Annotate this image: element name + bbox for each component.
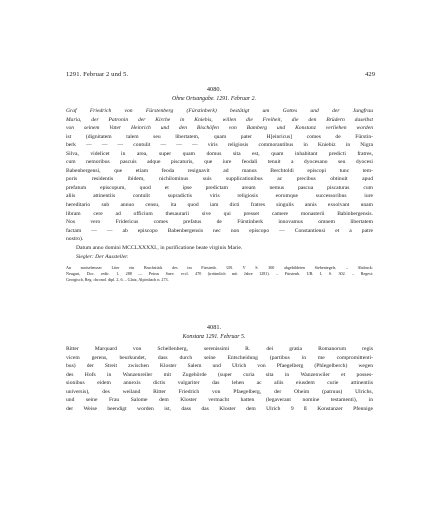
sealer-line: Siegler: Der Aussteller. [76,254,129,260]
body-line: factam — — ab episcopo Babenbergensis nec non episcopo — Constantiensi et a patre [66,227,373,234]
body-line: Graf Friedrich von Fürstenberg (Fürstinberk) bestätigt um Gottes und der Jungfrau [66,108,373,114]
body-line: von seinem Vater Heinrich und den Bischöfen von Bamberg und Konstanz verliehen worden [66,125,373,132]
body-line: prefatum episcopum, quod et ipse predictam aream nemus pascua piscaturas cum [66,184,373,191]
running-head: 1291. Februar 2 und 5. [66,71,129,78]
body-line: ist (dignitatem talem seu libertatem, quam pater H[einricus] comes de Fürstin- [66,133,373,140]
body-line: vicem gerens, beurkundet, dass durch seine Entscheidung (partibus in me compromittenti- [66,354,373,361]
page-number: 429 [365,71,375,78]
body-line: poris residentis ibidem, nichilominus suis supplicationibus ac precibus obtinuit apud [66,176,373,183]
body-line: des Hofs in Wanzenreiler mit Zugehörde (super curia sita in Wanzenwiler et posses- [66,371,373,378]
body-line: und seine Frau Salome dem Kloster vermacht hatten (legaverant nomine testamenti), in [66,397,373,404]
apparatus-line: An moiselensser Liter ein Bruchstück des im Fürstenb. UB. V S. 300 abgebildeten Siebentegels. – Abdruck: [66,265,373,270]
body-line: Maria, der Patronin der Kirche in Kniebis, willen die Freiheit, die den Brüdern daselbst [66,116,373,123]
body-line: bus) der Streit zwischen Kloster Salem und Ulrich von Pfaegelberg (Phlegelberch) wegen [66,363,373,370]
apparatus-line: Neugart, Doc. redir. 1, 288 — Petrus Suev. eccl. 470 (irrtümlich mit Jahre 1281). – Fürstenb. UB. I, S. 302. – Regest: [66,271,373,277]
body-line: Silva, videlicet in area, super quam domus sita est, quam inhabitant predicti fratres, [66,150,373,157]
body-line: aliis attinentiis contulit supradictis viris religiosis eorumque successoribus iure [66,193,373,200]
body-line: cum nemoribus pascuis adque piscaturis, que iure feodali tenuit a dyocesano seu dyocesi [66,159,373,166]
apparatus-line: Georgisch, Reg. chronol. dipl. 2, 6. – Glatz, Alpirsbach n. 273. [66,277,169,283]
body-line: hereditario sub annuo censu, ita quod iam dicti fratres singulis annis exsolvant unam [66,202,373,209]
document-body [66,345,373,413]
document-number: 4080. [206,86,222,93]
body-line: sionibus eidem annexis dictis vulgariter das lehen ac aliis eiusdem curie attinentiis [66,380,373,387]
body-line: libram cere ad officium thesaurarii sive qui presset camere monasterii Babinbergensis. [66,210,373,217]
body-line: universis), des weiland Ritter Friedrich von Pfaegelberg, der Oheim (patruus) Ulrichs, [66,388,373,395]
document-number: 4081. [206,324,222,331]
body-line: der Weise beendigt worden ist, dass das Kloster dem Ulrich 9 ß Konstanzer Pfennige [66,405,373,412]
critical-apparatus [66,265,373,284]
document-body [66,107,373,244]
dating-clause: Datum anno domini MCCLXXXXI., in purificatione beate virginis Marie. [76,245,243,251]
body-line: berk — — — contulit — — — viris religiosis commorantibus in Kniebiz in Nigra [66,142,373,149]
body-line: Nos vero Fridericus comes prefatus de Fürstinberk innovamus omnem libertatem [66,219,373,226]
body-line: nostro). [66,236,84,243]
body-line: Ritter Marquard von Schellenberg, serenissimi R. dei gratia Romanorum regis [66,346,373,352]
body-line: Babenbergensi, que etiam feoda resignavit ad manus Berchtoldi episcopi tunc tem- [66,167,373,174]
document-dateline: Konstanz 1291. Februar 5. [182,334,246,340]
document-dateline: Ohne Ortsangabe. 1291. Februar 2. [172,96,256,102]
